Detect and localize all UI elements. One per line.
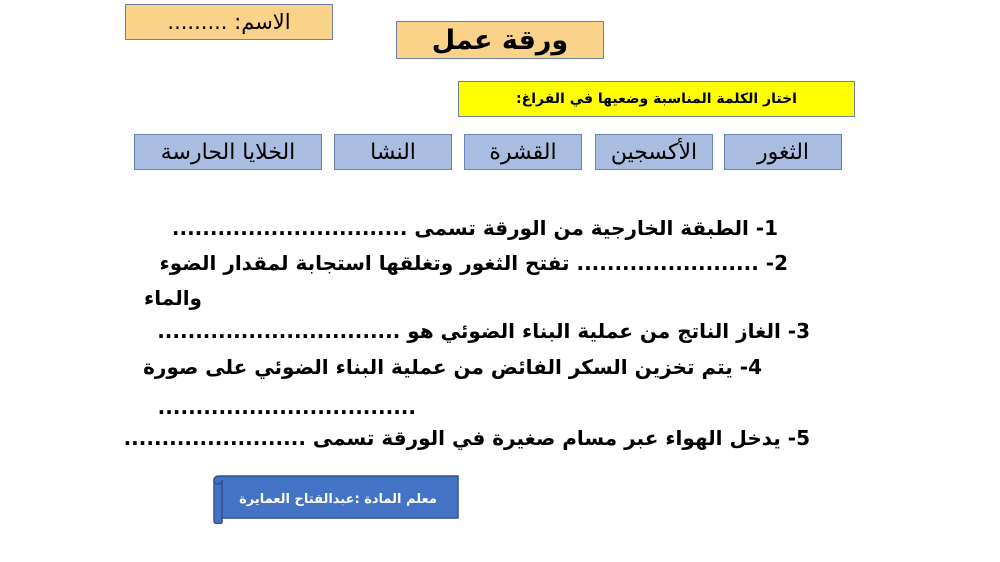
question-4-line-1: 4- يتم تخزين السكر الفائض من عملية البناء الضوئي على صورة [143, 355, 762, 379]
word-bank-item-starch[interactable]: النشا [334, 134, 452, 170]
question-2-line-2: والماء [144, 286, 202, 310]
instruction-box [458, 81, 855, 117]
word-bank-item-oxygen[interactable]: الأكسجين [595, 134, 713, 170]
word-bank-item-cuticle[interactable]: القشرة [464, 134, 582, 170]
student-name-field[interactable] [125, 4, 333, 40]
question-4-line-2: .................................. [157, 395, 416, 419]
word-bank-item-guard-cells[interactable]: الخلايا الحارسة [134, 134, 322, 170]
question-2-line-1: 2- ........................ تفتح الثغور وتغلقها استجابة لمقدار الضوء [159, 251, 788, 275]
teacher-name: معلم المادة :عبدالفتاح العمايرة [239, 491, 437, 507]
instruction-text: اختار الكلمة المناسبة وضعيها في الفراغ: [516, 91, 797, 107]
worksheet-title [396, 21, 604, 59]
question-1: 1- الطبقة الخارجية من الورقة تسمى ............................... [171, 216, 778, 240]
question-3: 3- الغاز الناتج من عملية البناء الضوئي هو ................................ [157, 319, 810, 343]
question-5: 5- يدخل الهواء عبر مسام صغيرة في الورقة تسمى ........................ [123, 426, 810, 450]
student-name-label: الاسم: ......... [167, 10, 291, 34]
word-bank-item-stomata[interactable]: الثغور [724, 134, 842, 170]
worksheet-title-text: ورقة عمل [431, 24, 569, 56]
